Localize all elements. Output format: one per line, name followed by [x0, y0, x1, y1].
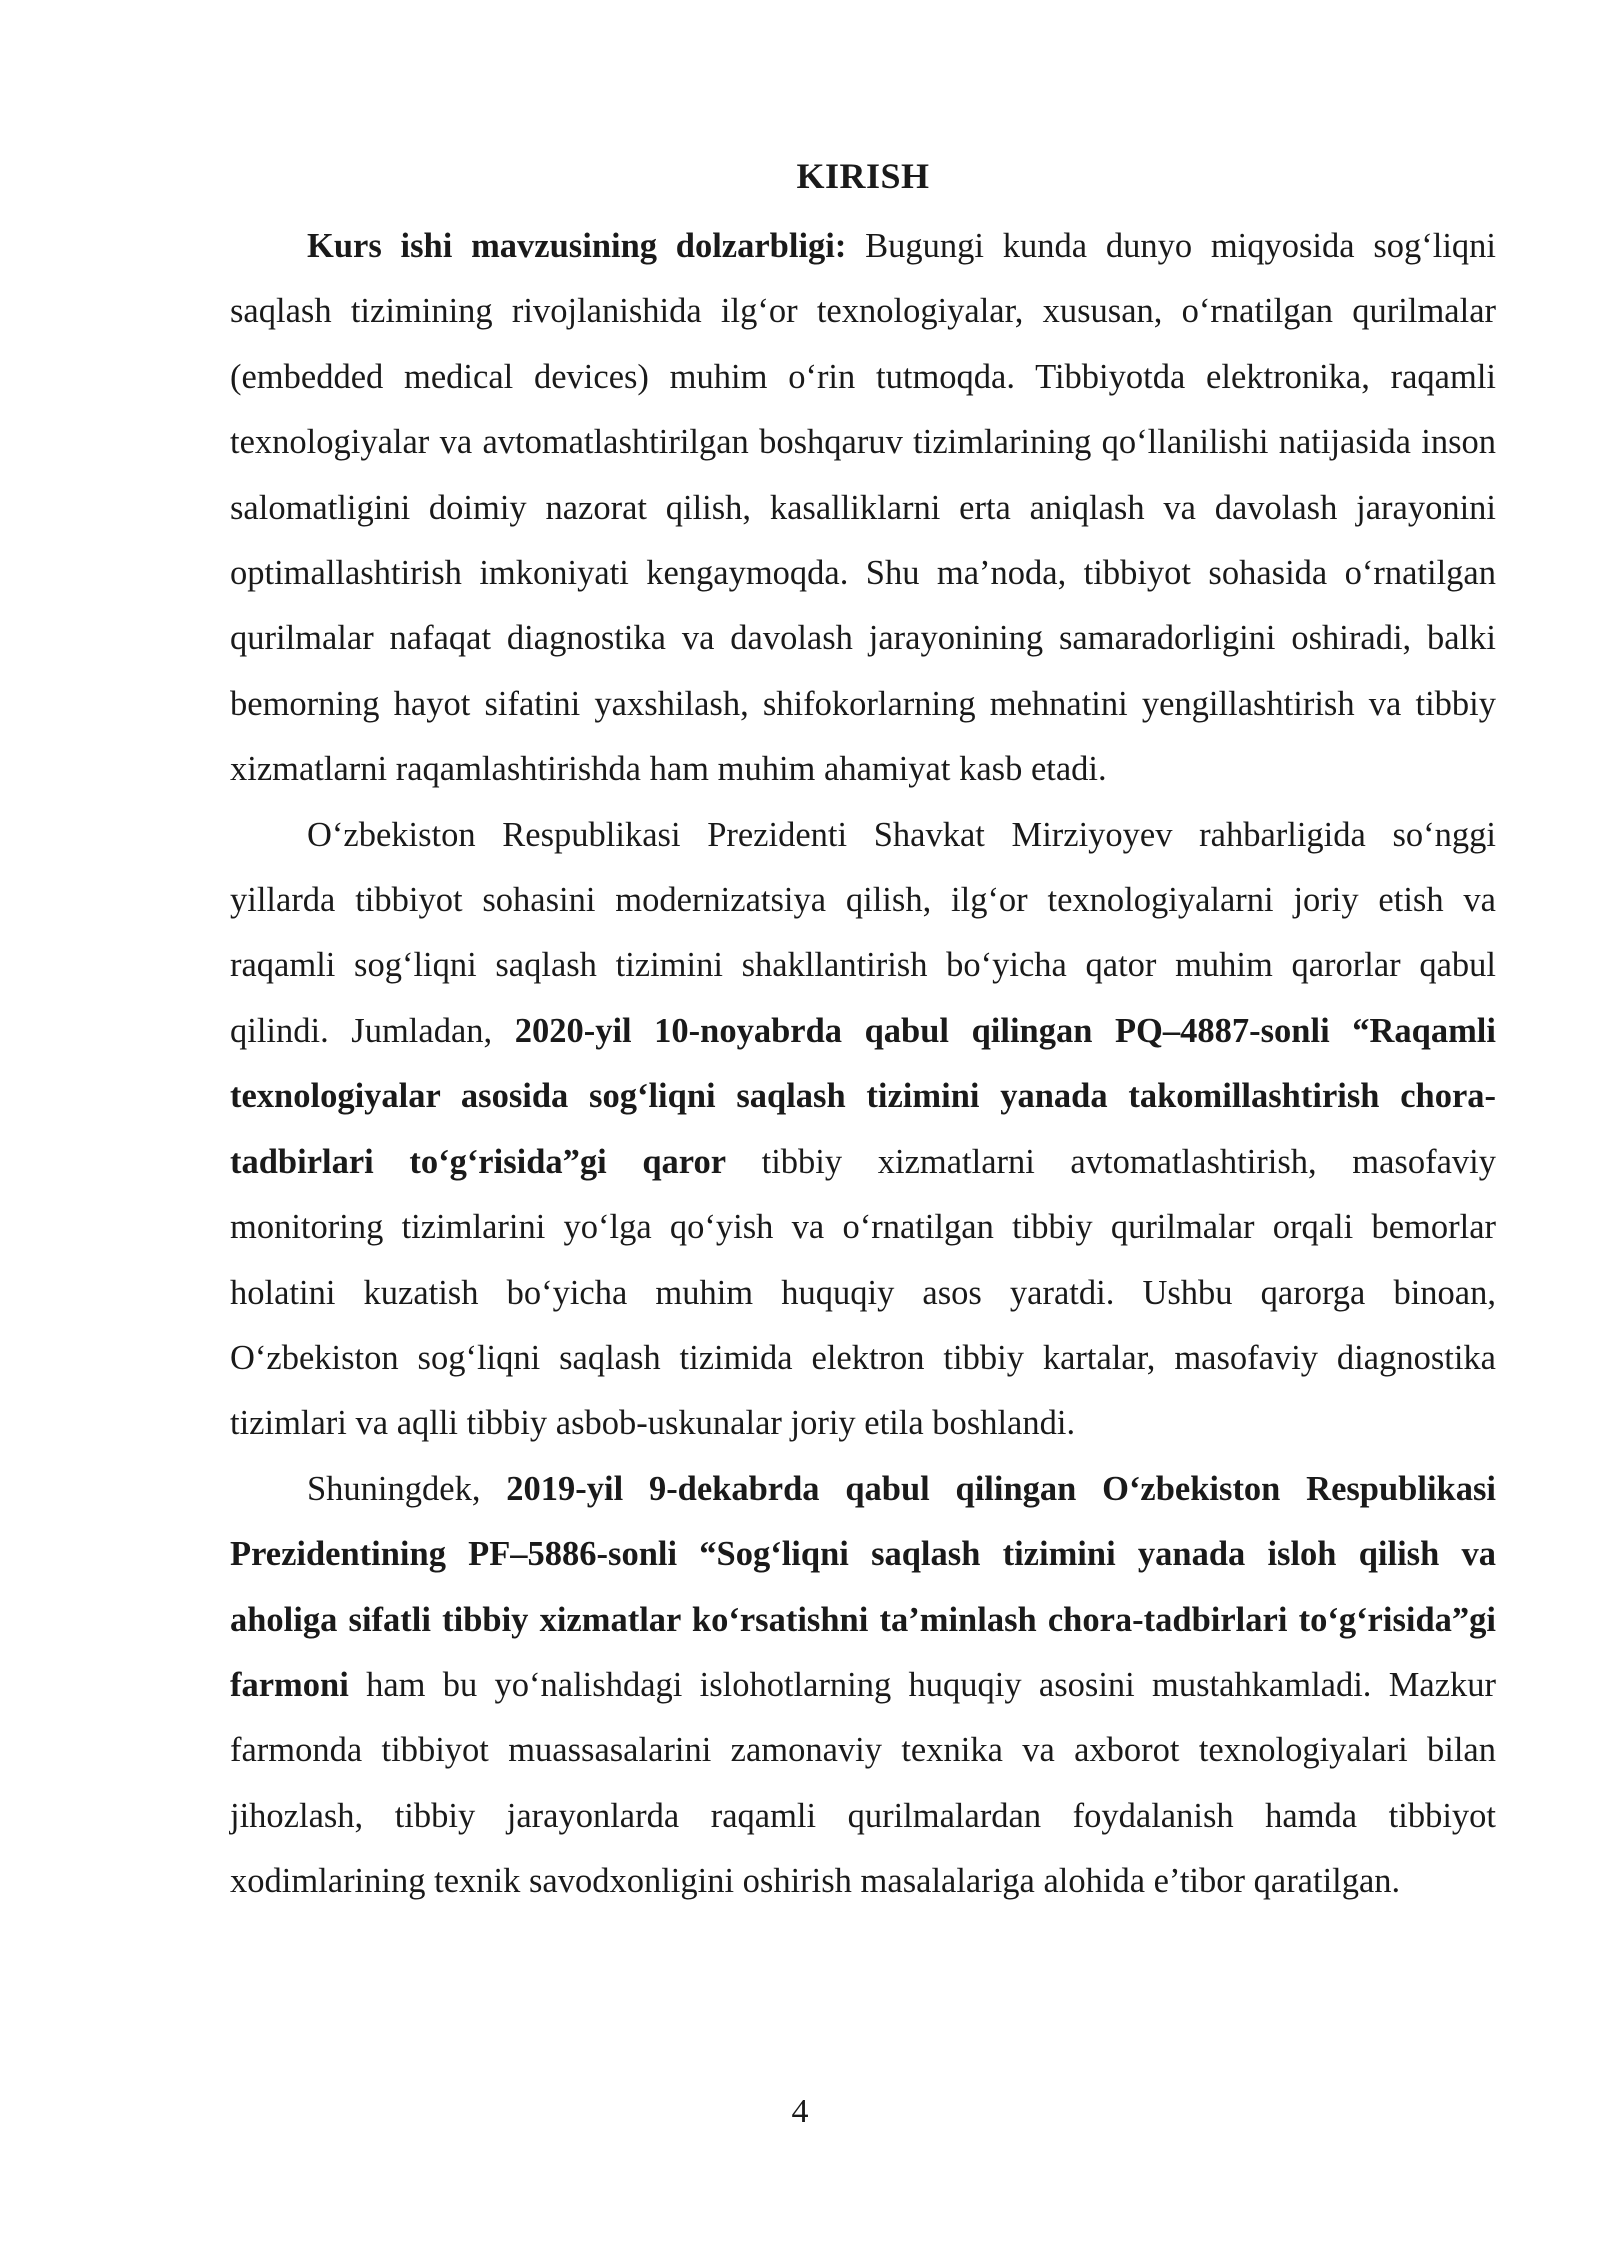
- paragraph-run: tibbiy xizmatlarni avtomatlashtirish, masofaviy monitoring tizimlarini yo‘lga qo‘yish va o‘rnatilgan tibbiy qurilmalar orqali bemorlar holatini kuzatish bo‘yicha muhim huquqiy asos yaratdi. Ushbu qarorga binoan, O‘zbekiston sog‘liqni saqlash tizimida elektron tibbiy kartalar, masofaviy diagnostika tizimlari va aqlli tibbiy asbob-uskunalar joriy etila boshlandi.: [230, 1142, 1496, 1443]
- paragraph-presidential-decision: [230, 803, 1496, 1457]
- paragraph-run: 2020-yil 10-noyabrda qabul qilingan PQ–4887-sonli “Raqamli texnologiyalar asosida sog‘liqni saqlash tizimini yanada takomillashtirish chora-tadbirlari to‘g‘risida”gi qaror: [230, 1011, 1496, 1181]
- paragraph-run: Bugungi kunda dunyo miqyosida sog‘liqni saqlash tizimining rivojlanishida ilg‘or texnologiyalar, xususan, o‘rnatilgan qurilmalar (embedded medical devices) muhim o‘rin tutmoqda. Tibbiyotda elektronika, raqamli texnologiyalar va avtomatlashtirilgan boshqaruv tizimlarining qo‘llanilishi natijasida inson salomatligini doimiy nazorat qilish, kasalliklarni erta aniqlash va davolash jarayonini optimallashtirish imkoniyati kengaymoqda. Shu ma’noda, tibbiyot sohasida o‘rnatilgan qurilmalar nafaqat diagnostika va davolash jarayonining samaradorligini oshiradi, balki bemorning hayot sifatini yaxshilash, shifokorlarning mehnatini yengillashtirish va tibbiy xizmatlarni raqamlashtirishda ham muhim ahamiyat kasb etadi.: [230, 227, 1496, 789]
- paragraph-run: O‘zbekiston Respublikasi Prezidenti Shavkat Mirziyoyev rahbarligida so‘nggi yillarda tibbiyot sohasini modernizatsiya qilish, ilg‘or texnologiyalarni joriy etish va raqamli sog‘liqni saqlash tizimini shakllantirish bo‘yicha qator muhim qarorlar qabul qilindi. Jumladan,: [230, 815, 1496, 1050]
- page-number: 4: [791, 2093, 809, 2130]
- paragraph-run: 2019-yil 9-dekabrda qabul qilingan O‘zbekiston Respublikasi Prezidentining PF–5886-sonli “Sog‘liqni saqlash tizimini yanada isloh qilish va aholiga sifatli tibbiy xizmatlar ko‘rsatishni ta’minlash chora-tadbirlari to‘g‘risida”gi farmoni: [230, 1469, 1496, 1704]
- paragraph-run: ham bu yo‘nalishdagi islohotlarning huquqiy asosini mustahkamladi. Mazkur farmonda tibbiyot muassasalarini zamonaviy texnika va axborot texnologiyalari bilan jihozlash, tibbiy jarayonlarda raqamli qurilmalardan foydalanish hamda tibbiyot xodimlarining texnik savodxonligini oshirish masalalariga alohida e’tibor qaratilgan.: [230, 1665, 1496, 1901]
- page-content: [230, 150, 1496, 1915]
- paragraph-presidential-decree: [230, 1457, 1496, 1915]
- paragraph-run: Kurs ishi mavzusining dolzarbligi:: [307, 227, 847, 265]
- paragraph-run: Shuningdek,: [307, 1469, 507, 1508]
- section-title: KIRISH: [796, 156, 930, 196]
- paragraph-relevance: [230, 214, 1496, 803]
